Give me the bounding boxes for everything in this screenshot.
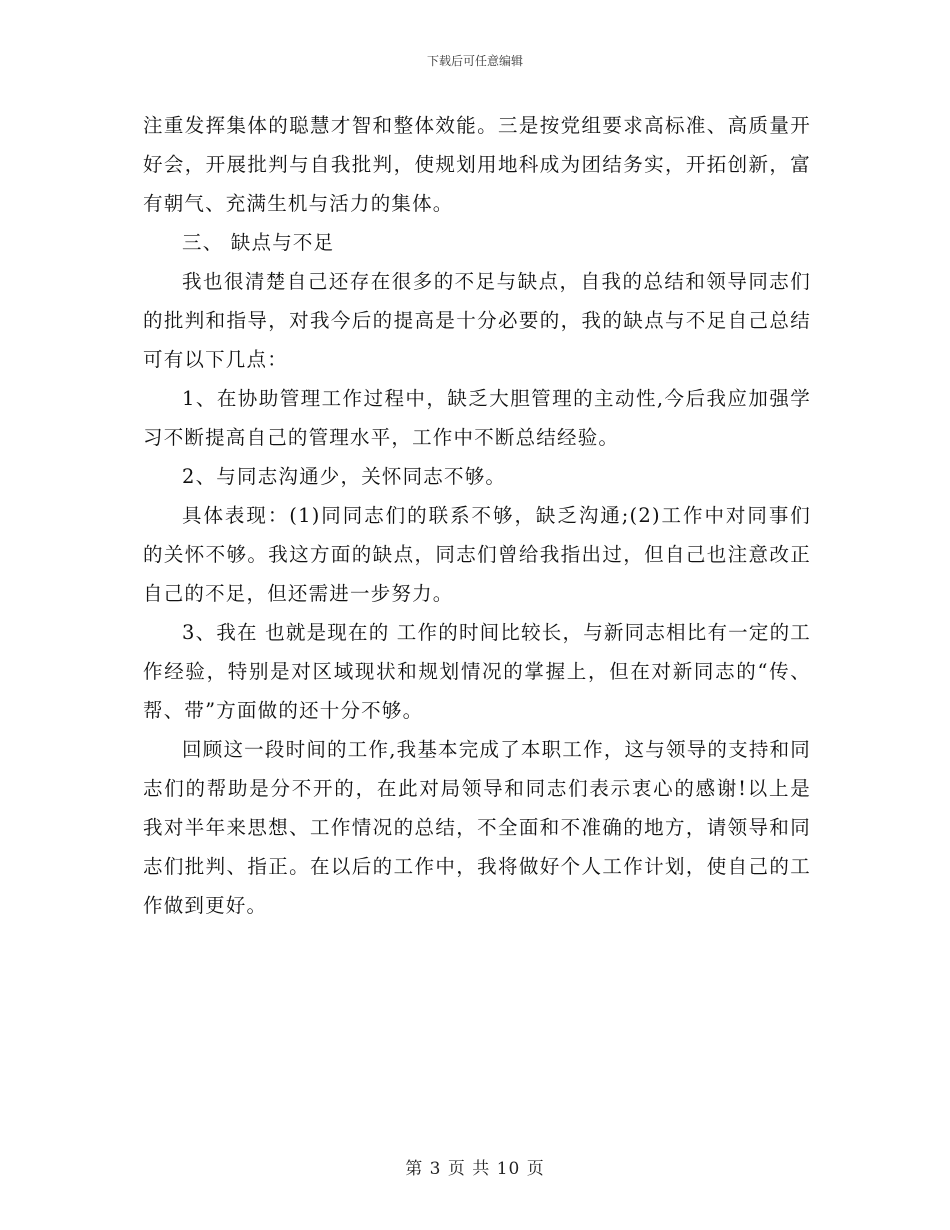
document-body xyxy=(143,106,811,925)
page-number: 第 3 页 共 10 页 xyxy=(405,1159,545,1179)
paragraph: 具体表现：(1)同同志们的联系不够，缺乏沟通;(2)工作中对同事们的关怀不够。我这方面的缺点，同志们曾给我指出过，但自己也注意改正自己的不足，但还需进一步努力。 xyxy=(143,504,811,605)
page-header: 下载后可任意编辑 xyxy=(426,54,523,68)
section-heading: 三、 缺点与不足 xyxy=(182,231,335,254)
paragraph: 注重发挥集体的聪慧才智和整体效能。三是按党组要求高标准、高质量开好会，开展批判与自我批判，使规划用地科成为团结务实，开拓创新，富有朝气、充满生机与活力的集体。 xyxy=(143,114,811,215)
paragraph: 3、我在 也就是现在的 工作的时间比较长，与新同志相比有一定的工作经验，特别是对区域现状和规划情况的掌握上，但在对新同志的“传、帮、带”方面做的还十分不够。 xyxy=(143,621,811,722)
paragraph: 我也很清楚自己还存在很多的不足与缺点，自我的总结和领导同志们的批判和指导，对我今后的提高是十分必要的，我的缺点与不足自己总结可有以下几点： xyxy=(143,270,811,371)
paragraph: 2、与同志沟通少，关怀同志不够。 xyxy=(182,465,507,488)
paragraph: 1、在协助管理工作过程中，缺乏大胆管理的主动性,今后我应加强学习不断提高自己的管理水平，工作中不断总结经验。 xyxy=(143,387,811,449)
paragraph: 回顾这一段时间的工作,我基本完成了本职工作，这与领导的支持和同志们的帮助是分不开的，在此对局领导和同志们表示衷心的感谢!以上是我对半年来思想、工作情况的总结，不全面和不准确的地方，请领导和同志们批判、指正。在以后的工作中，我将做好个人工作计划，使自己的工作做到更好。 xyxy=(143,738,811,917)
